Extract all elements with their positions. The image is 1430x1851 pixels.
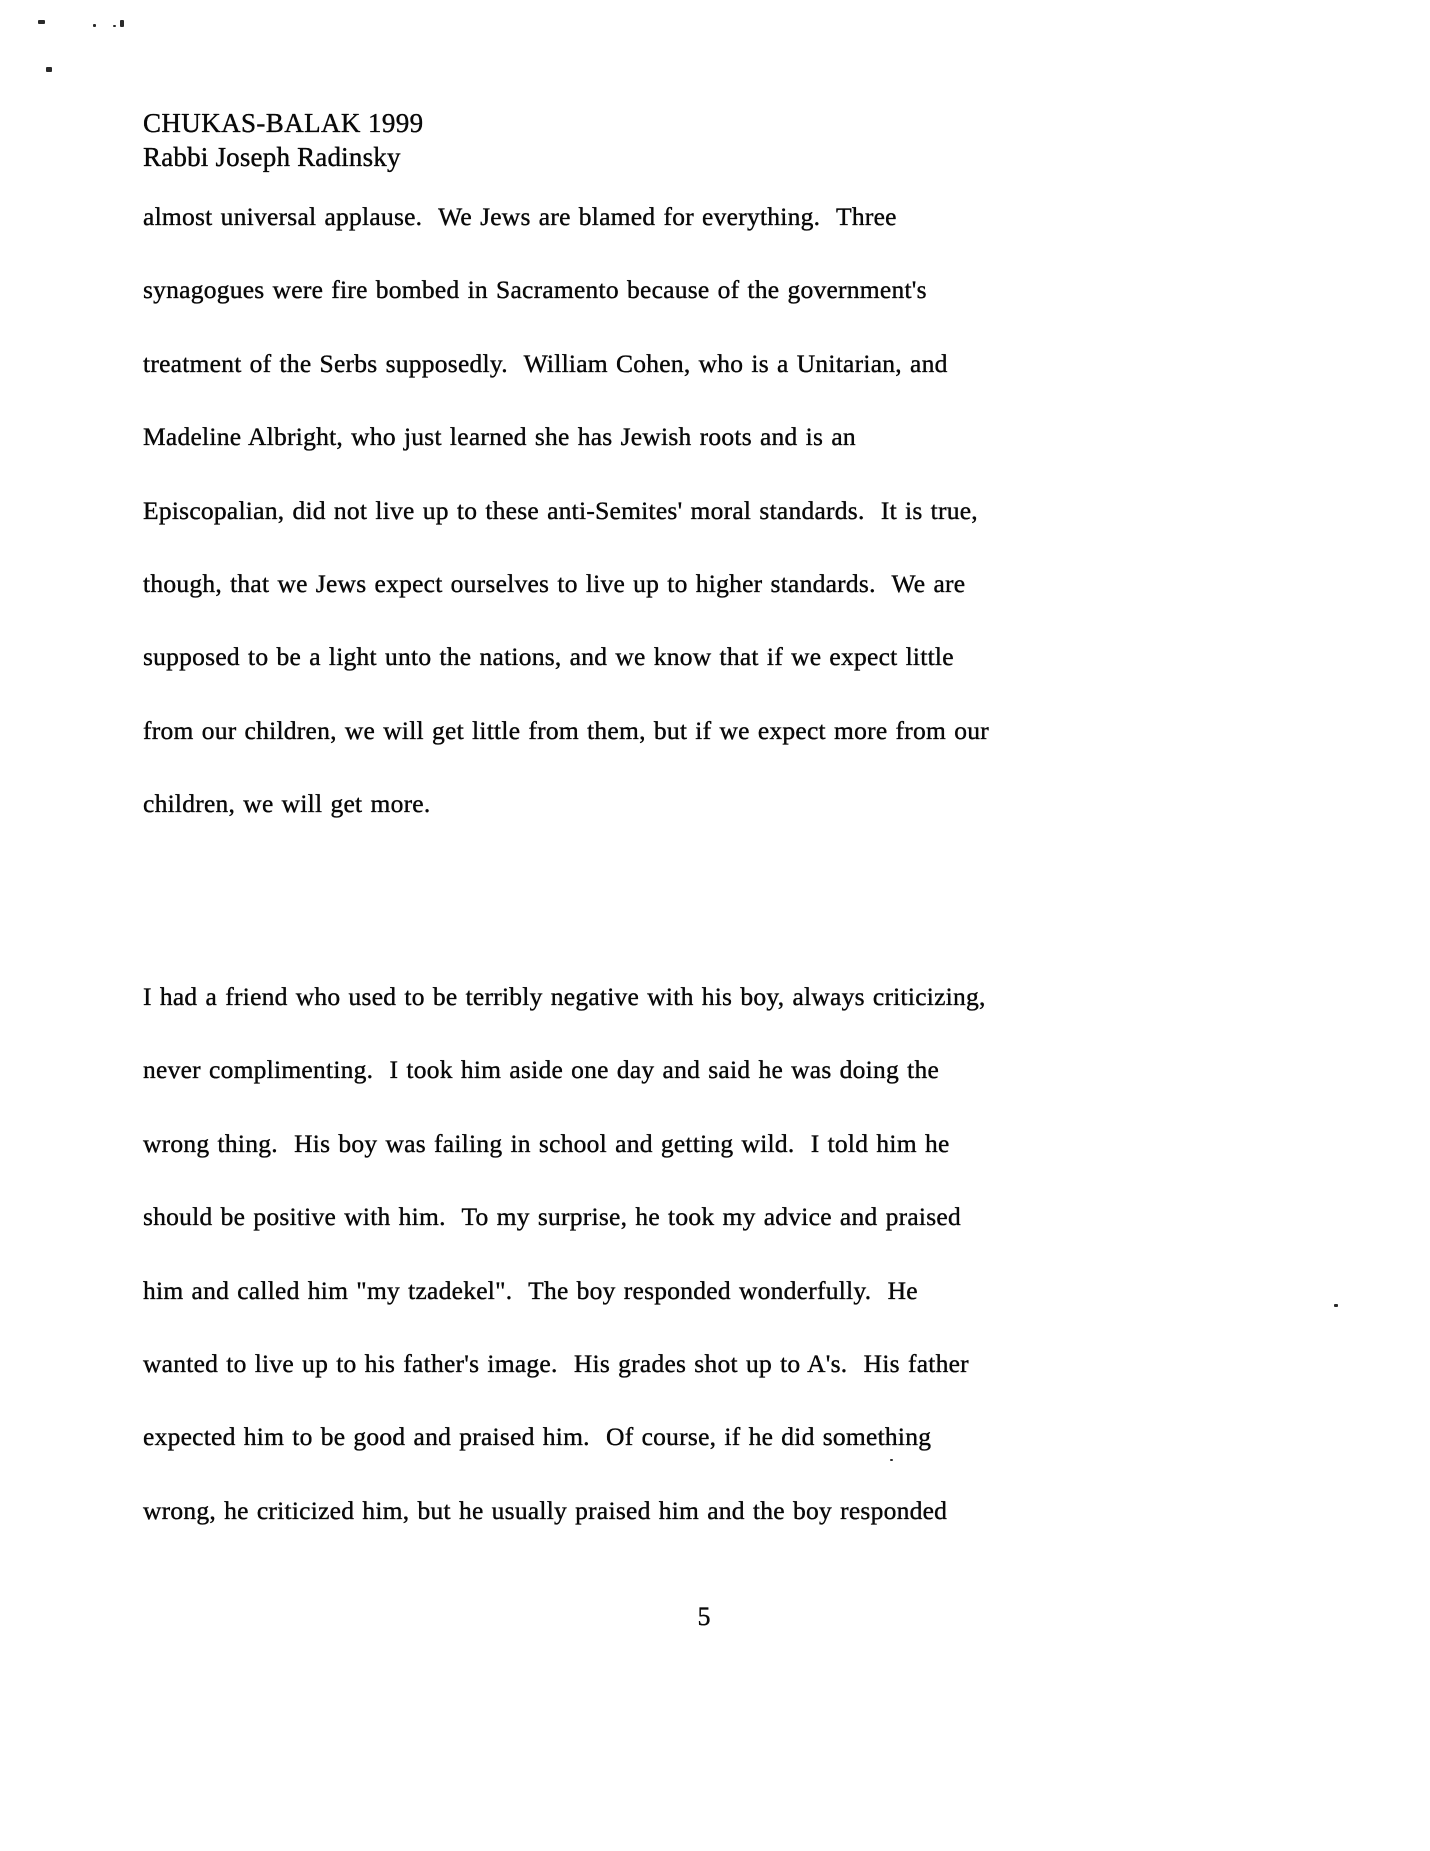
document-author: Rabbi Joseph Radinsky — [143, 142, 401, 172]
scan-speck — [38, 20, 45, 24]
text-line: wrong thing. His boy was failing in school and getting wild. I told him he — [143, 1128, 950, 1158]
scan-speck — [1334, 1304, 1338, 1307]
text-line: supposed to be a light unto the nations, and we know that if we expect little — [143, 642, 954, 672]
text-line: treatment of the Serbs supposedly. William Cohen, who is a Unitarian, and — [143, 348, 948, 378]
scan-speck — [120, 20, 124, 27]
scan-speck — [93, 24, 96, 27]
document-header — [143, 106, 424, 174]
text-line: though, that we Jews expect ourselves to live up to higher standards. We are — [143, 568, 966, 598]
text-line: from our children, we will get little from them, but if we expect more from our — [143, 715, 989, 745]
paragraph-2 — [143, 960, 986, 1547]
text-line: wanted to live up to his father's image. His grades shot up to A's. His father — [143, 1348, 969, 1378]
document-title: CHUKAS-BALAK 1999 — [143, 108, 424, 138]
text-line: almost universal applause. We Jews are blamed for everything. Three — [143, 202, 897, 231]
text-line: Madeline Albright, who just learned she has Jewish roots and is an — [143, 422, 856, 452]
text-line: Episcopalian, did not live up to these anti-Semites' moral standards. It is true, — [143, 495, 978, 525]
text-line: children, we will get more. — [143, 789, 431, 819]
text-line: synagogues were fire bombed in Sacramento because of the government's — [143, 275, 927, 305]
text-line: wrong, he criticized him, but he usually praised him and the boy responded — [143, 1495, 948, 1525]
text-line: him and called him "my tzadekel". The boy responded wonderfully. He — [143, 1275, 918, 1305]
text-line: I had a friend who used to be terribly negative with his boy, always criticizing, — [143, 982, 986, 1011]
scan-speck — [113, 25, 116, 27]
scan-speck — [46, 67, 52, 72]
paragraph-1 — [143, 180, 989, 841]
page-number: 5 — [697, 1602, 711, 1631]
text-line: expected him to be good and praised him. Of course, if he did something — [143, 1422, 932, 1452]
text-line: should be positive with him. To my surprise, he took my advice and praised — [143, 1202, 961, 1232]
text-line: never complimenting. I took him aside one day and said he was doing the — [143, 1055, 940, 1085]
